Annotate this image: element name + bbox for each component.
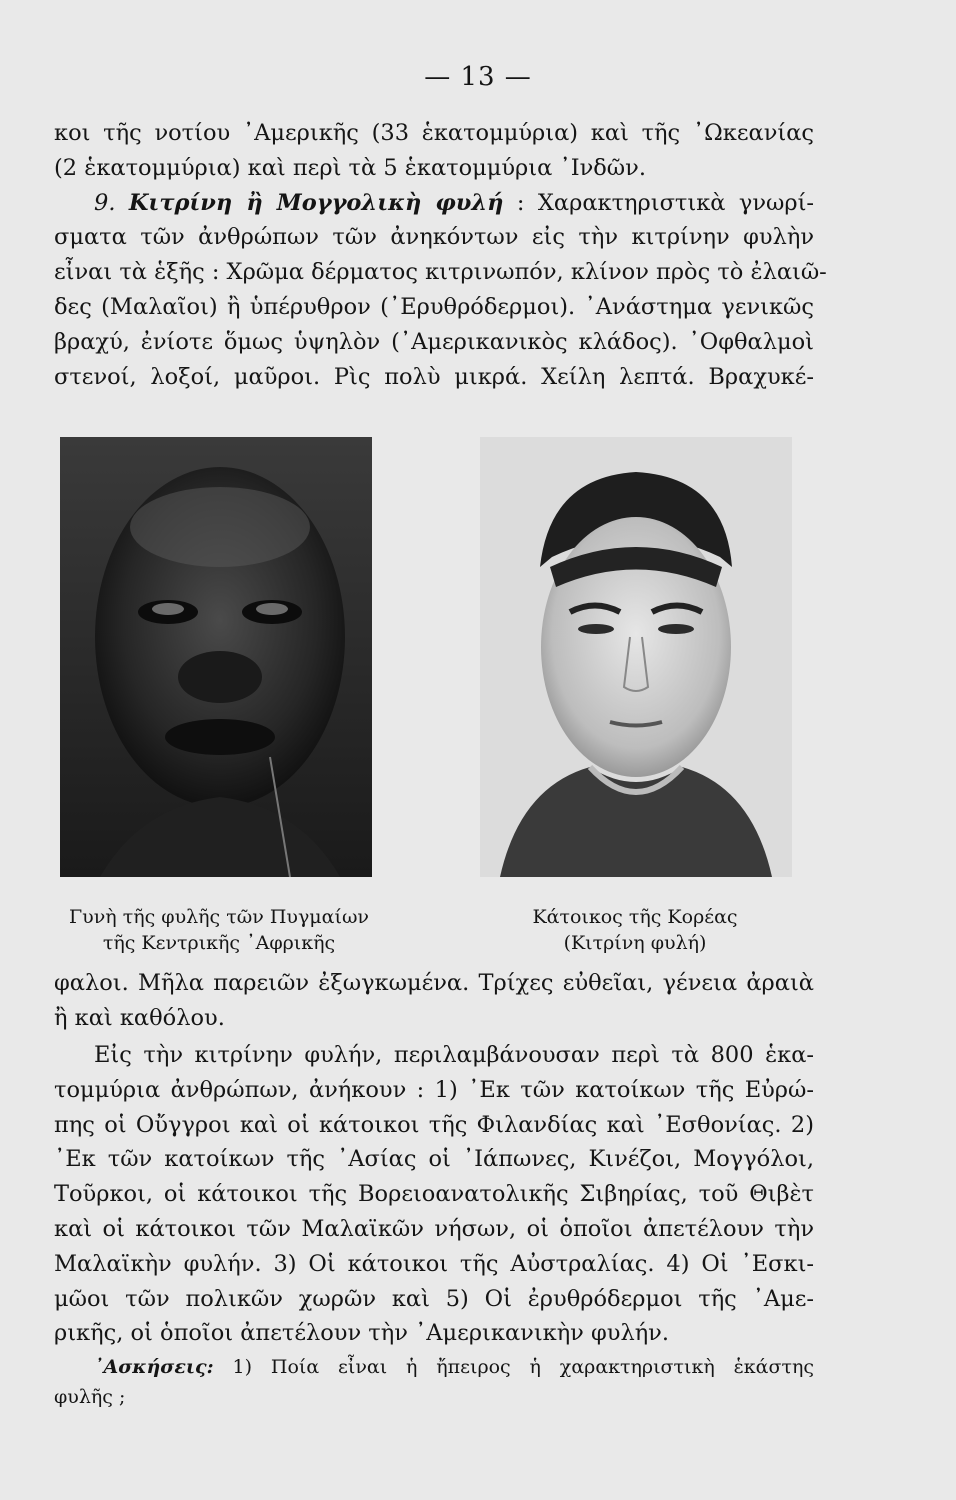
section-heading-line: [54, 186, 814, 221]
top-paragraph: [54, 116, 827, 394]
section-heading-rest: : Χαρακτηριστικὰ γνωρί-: [516, 189, 814, 216]
page-number: — 13 —: [424, 62, 532, 92]
section-number: 9.: [94, 189, 116, 216]
text-line: φαλοι. Μῆλα παρειῶν ἐξωγκωμένα. Τρίχες εὐθεῖαι, γένεια ἀραιὰ: [54, 970, 814, 996]
section-title: Κιτρίνη ἢ Μογγολικὴ φυλή: [128, 189, 504, 216]
text-line: κοι τῆς νοτίου ᾿Αμερικῆς (33 ἑκατομμύρια) καὶ τῆς ᾿Ωκεανίας: [54, 120, 814, 146]
text-line: Τοῦρκοι, οἱ κάτοικοι τῆς Βορειοανατολικῆς Σιβηρίας, τοῦ Θιβὲτ: [54, 1181, 814, 1208]
text-line: ρικῆς, οἱ ὁποῖοι ἀπετέλουν τὴν ᾿Αμερικανικὴν φυλήν.: [54, 1320, 670, 1347]
text-line: πης οἱ Οὔγγροι καὶ οἱ κάτοικοι τῆς Φιλανδίας καὶ ᾿Εσθονίας. 2): [54, 1111, 814, 1138]
caption-right-line-1: Κάτοικος τῆς Κορέας: [532, 906, 738, 928]
exercise-text: 1) Ποία εἶναι ἡ ἤπειρος ἡ χαρακτηριστικὴ ἑκάστης: [232, 1356, 814, 1378]
caption-left: [54, 904, 384, 956]
text-line: ἢ καὶ καθόλου.: [54, 1004, 225, 1031]
portrait-image: [60, 437, 372, 877]
text-line: στενοί, λοξοί, μαῦροι. Ρὶς πολὺ μικρά. Χείλη λεπτά. Βραχυκέ-: [54, 363, 814, 390]
caption-left-line-2: τῆς Κεντρικῆς ᾿Αφρικῆς: [102, 932, 336, 954]
text-line: Μαλαϊκὴν φυλήν. 3) Οἱ κάτοικοι τῆς Αὐστραλίας. 4) Οἱ ᾿Εσκι-: [54, 1250, 814, 1277]
text-line: βραχύ, ἐνίοτε ὅμως ὑψηλὸν (᾿Αμερικανικὸς κλάδος). ᾿Οφθαλμοὶ: [54, 328, 814, 355]
text-line: Εἰς τὴν κιτρίνην φυλήν, περιλαμβάνουσαν περὶ τὰ 800 ἑκα-: [94, 1042, 814, 1068]
text-line: εἶναι τὰ ἑξῆς : Χρῶμα δέρματος κιτρινωπόν, κλίνον πρὸς τὸ ἐλαιῶ-: [54, 259, 827, 286]
second-paragraph: [54, 1038, 814, 1351]
text-line: μῶοι τῶν πολικῶν χωρῶν καὶ 5) Οἱ ἐρυθρόδερμοι τῆς ᾿Αμε-: [54, 1285, 814, 1312]
photo-pygmy-woman: [60, 437, 372, 877]
text-line: δες (Μαλαῖοι) ἢ ὑπέρυθρον (᾿Ερυθρόδερμοι). ᾿Ανάστημα γενικῶς: [54, 293, 814, 320]
exercise-line-2: φυλῆς ;: [54, 1386, 126, 1408]
caption-right: [470, 904, 800, 956]
text-line: σματα τῶν ἀνθρώπων τῶν ἀνηκόντων εἰς τὴν κιτρίνην φυλὴν: [54, 224, 814, 251]
text-line: τομμύρια ἀνθρώπων, ἀνήκουν : 1) ᾿Εκ τῶν κατοίκων τῆς Εὐρώ-: [54, 1076, 814, 1103]
caption-right-line-2: (Κιτρίνη φυλή): [563, 932, 707, 954]
portrait-image: [480, 437, 792, 877]
exercises: [54, 1352, 814, 1412]
continued-paragraph: [54, 966, 814, 1036]
caption-left-line-1: Γυνὴ τῆς φυλῆς τῶν Πυγμαίων: [69, 906, 369, 928]
exercise-line: [54, 1352, 814, 1382]
text-line: καὶ οἱ κάτοικοι τῶν Μαλαϊκῶν νήσων, οἱ ὁποῖοι ἀπετέλουν τὴν: [54, 1215, 814, 1242]
photo-korean-man: [480, 437, 792, 877]
text-line: (2 ἑκατομμύρια) καὶ περὶ τὰ 5 ἑκατομμύρια ᾿Ινδῶν.: [54, 154, 646, 181]
exercise-label: ᾿Ασκήσεις:: [94, 1356, 214, 1378]
text-line: ᾿Εκ τῶν κατοίκων τῆς ᾿Ασίας οἱ ᾿Ιάπωνες, Κινέζοι, Μογγόλοι,: [54, 1146, 814, 1173]
